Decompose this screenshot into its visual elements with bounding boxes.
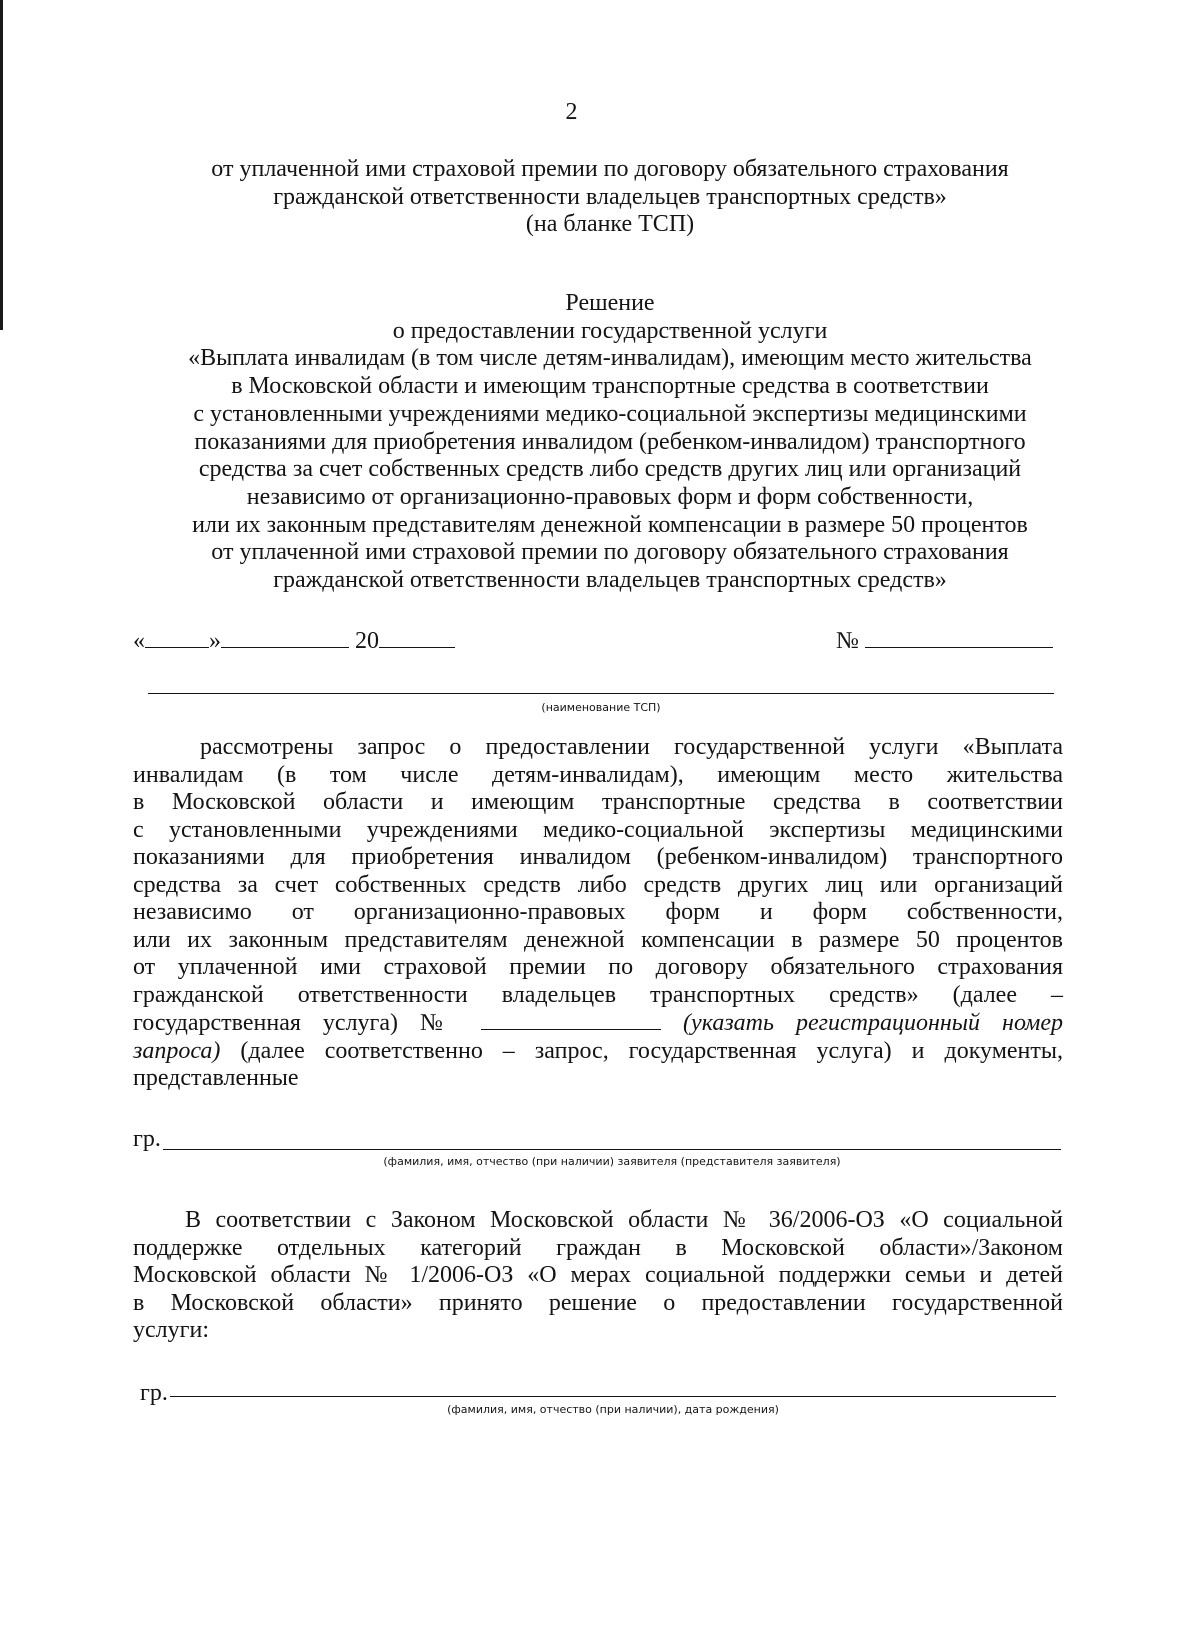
- recipient-prefix: гр.: [140, 1380, 168, 1406]
- applicant-prefix: гр.: [133, 1126, 161, 1152]
- top-title-line: (на бланке ТСП): [525, 211, 695, 238]
- paragraph-text: (далее соответственно – запрос, государственная услуга) и документы,: [240, 1037, 1063, 1064]
- paragraph-line: в Московской области и имеющим транспортные средства в соответствии: [133, 789, 1063, 815]
- applicant-caption: (фамилия, имя, отчество (при наличии) заявителя (представителя заявителя): [383, 1155, 841, 1168]
- law-paragraph: [133, 1207, 1063, 1345]
- paragraph-line: гражданской ответственности владельцев транспортных средств» (далее –: [133, 981, 1063, 1008]
- month-blank[interactable]: [221, 625, 349, 648]
- request-hint-end: запроса): [133, 1037, 221, 1064]
- decision-subheading: о предоставлении государственной услуги: [392, 317, 828, 344]
- tsp-name-line[interactable]: [148, 693, 1054, 694]
- number-blank[interactable]: [865, 625, 1053, 648]
- considered-paragraph: [133, 734, 1063, 1093]
- paragraph-line: инвалидам (в том числе детям-инвалидам), имеющим место жительства: [133, 761, 1063, 788]
- date-close-quote: »: [209, 628, 221, 654]
- paragraph-line: средства за счет собственных средств либо средств других лиц или организаций: [133, 871, 1063, 898]
- paragraph-line: независимо от организационно-правовых форм и форм собственности,: [133, 899, 1063, 925]
- day-blank[interactable]: [145, 625, 209, 648]
- decision-title-block: [110, 290, 1110, 595]
- law-line: Московской области № 1/2006-ОЗ «О мерах социальной поддержки семьи и детей: [133, 1262, 1063, 1288]
- decision-line: показаниями для приобретения инвалидом (ребенком-инвалидом) транспортного: [194, 428, 1026, 455]
- decision-line: или их законным представителям денежной компенсации в размере 50 процентов: [192, 511, 1028, 538]
- registration-number-hint: (указать регистрационный номер: [683, 1010, 1064, 1036]
- decision-line: с установленными учреждениями медико-социальной экспертизы медицинскими: [193, 400, 1027, 427]
- recipient-caption: (фамилия, имя, отчество (при наличии), дата рождения): [447, 1403, 779, 1416]
- law-line: В соответствии с Законом Московской области № 36/2006-ОЗ «О социальной: [185, 1207, 1063, 1233]
- number-label: №: [836, 628, 859, 654]
- law-line: поддержке отдельных категорий граждан в Московской области»/Законом: [133, 1234, 1063, 1261]
- page-number: 2: [565, 99, 578, 125]
- decision-line: от уплаченной ими страховой премии по договору обязательного страхования: [211, 539, 1009, 566]
- law-line: услуги:: [133, 1317, 209, 1343]
- paragraph-line: рассмотрены запрос о предоставлении государственной услуги «Выплата: [200, 734, 1063, 760]
- paragraph-line: представленные: [133, 1065, 299, 1091]
- applicant-line: [133, 1125, 161, 1153]
- decision-line: независимо от организационно-правовых форм и форм собственности,: [246, 483, 974, 510]
- year-prefix: 20: [355, 628, 379, 654]
- applicant-name-line[interactable]: [163, 1149, 1061, 1150]
- paragraph-line: или их законным представителям денежной компенсации в размере 50 процентов: [133, 926, 1063, 953]
- paragraph-line: с установленными учреждениями медико-социальной экспертизы медицинскими: [133, 816, 1063, 843]
- service-number-prefix: государственная услуга) №: [133, 1010, 459, 1036]
- decision-line: «Выплата инвалидам (в том числе детям-инвалидам), имеющим место жительства: [188, 345, 1032, 372]
- recipient-line: [140, 1379, 168, 1407]
- paragraph-line: от уплаченной ими страховой премии по договору обязательного страхования: [133, 954, 1063, 980]
- scan-edge-mark: [0, 0, 3, 330]
- paragraph-line: [133, 1038, 1063, 1066]
- recipient-name-line[interactable]: [170, 1396, 1056, 1397]
- year-blank[interactable]: [379, 625, 455, 648]
- decision-line: средства за счет собственных средств либо средств других лиц или организаций: [198, 456, 1022, 483]
- request-number-blank[interactable]: [481, 1009, 661, 1030]
- paragraph-line: показаниями для приобретения инвалидом (ребенком-инвалидом) транспортного: [133, 844, 1063, 870]
- law-line: в Московской области» принято решение о предоставлении государственной: [133, 1289, 1063, 1316]
- date-field: [133, 625, 455, 655]
- date-open-quote: «: [133, 628, 145, 654]
- number-field: [836, 625, 1053, 655]
- tsp-caption: (наименование ТСП): [541, 701, 661, 714]
- paragraph-line: [133, 1009, 1063, 1038]
- decision-line: гражданской ответственности владельцев транспортных средств»: [273, 567, 947, 594]
- top-title-line: гражданской ответственности владельцев транспортных средств»: [273, 183, 947, 210]
- top-title: [110, 156, 1110, 239]
- top-title-line: от уплаченной ими страховой премии по договору обязательного страхования: [211, 156, 1009, 182]
- decision-line: в Московской области и имеющим транспортные средства в соответствии: [231, 373, 989, 400]
- decision-heading: Решение: [565, 290, 655, 316]
